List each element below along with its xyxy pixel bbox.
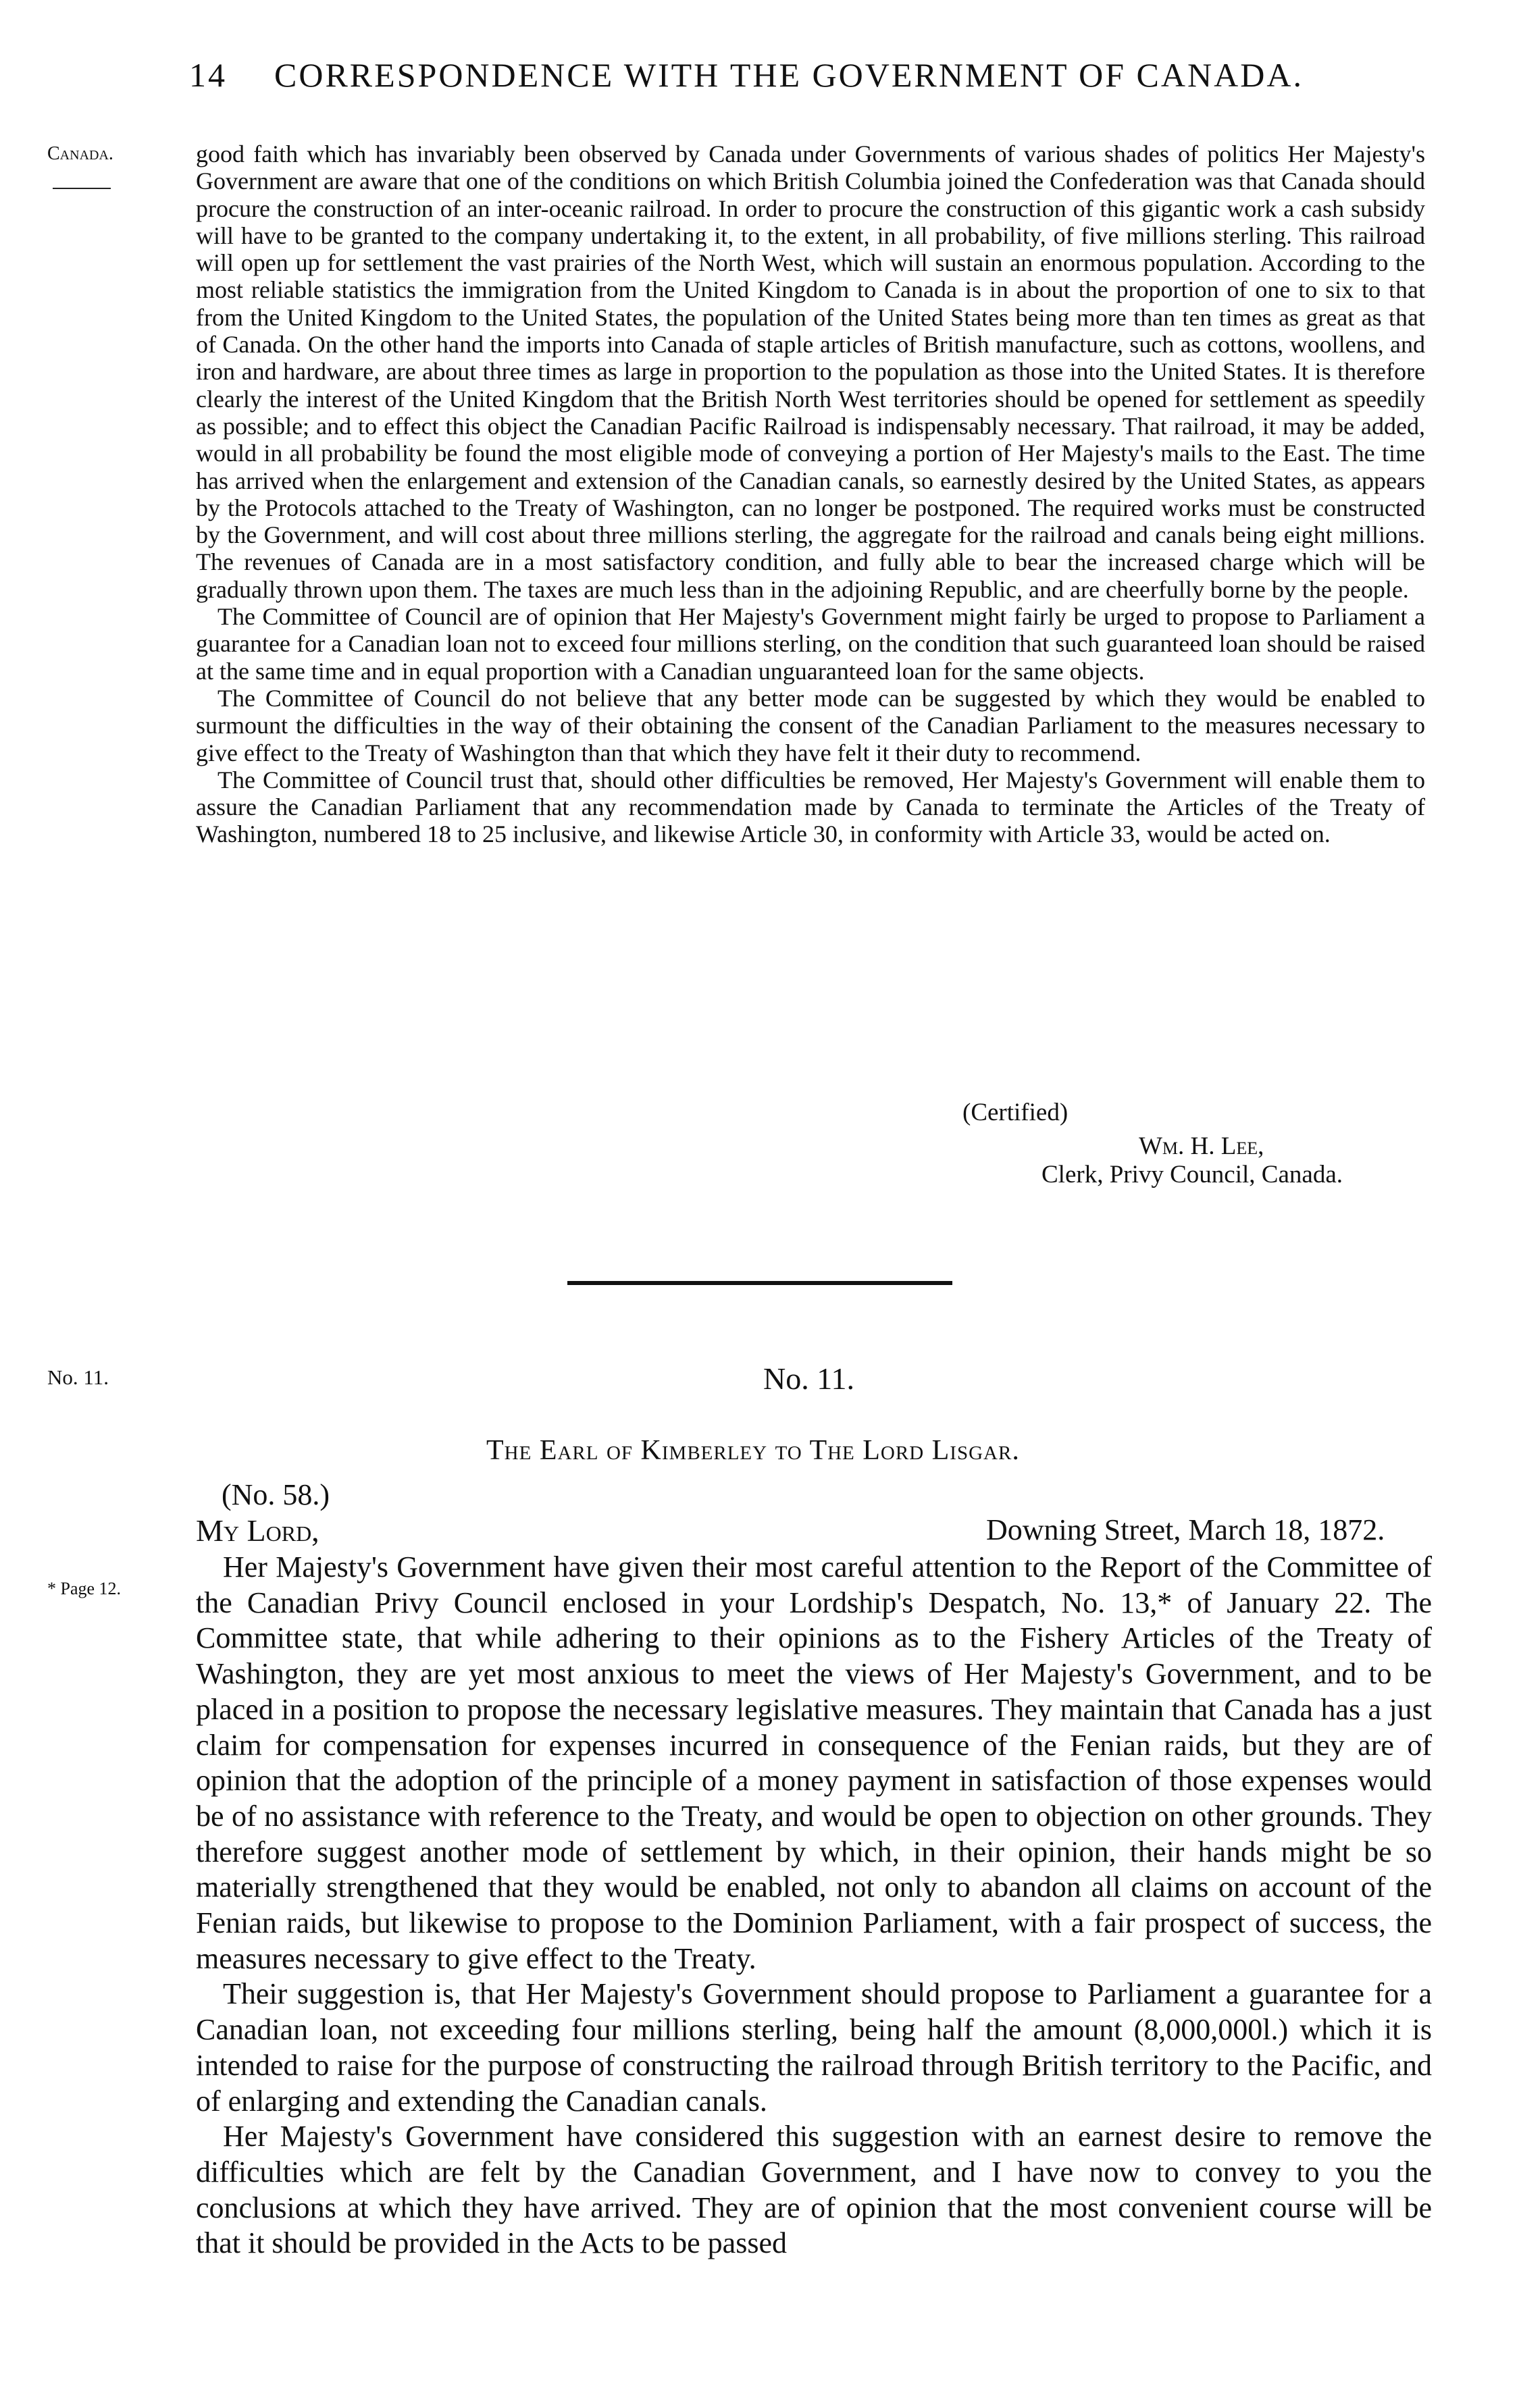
letter-title: The Earl of Kimberley to The Lord Lisgar. bbox=[486, 1435, 1020, 1466]
letter-body bbox=[196, 1550, 1432, 2261]
signatory-office: Clerk, Privy Council, Canada. bbox=[1042, 1161, 1343, 1188]
letter-paragraph: Her Majesty's Government have given their most careful attention to the Report of the Committee of the Canadian Privy Council enclosed in your Lordship's Despatch, No. 13,* of January 22. The Committee state, that while adhering to their opinions as to the Fishery Articles of the Treaty of Washington, they are yet most anxious to meet the views of Her Majesty's Government, and to be placed in a position to propose the necessary legislative measures. They maintain that Canada has a just claim for compensation for expenses incurred in consequence of the Fenian raids, but they are of opinion that the adoption of the principle of a money payment in satisfaction of those expenses would be of no assistance with reference to the Treaty, and would be open to objection on other grounds. They therefore suggest another mode of settlement by which, in their opinion, their hands might be so materially strengthened that they would be enabled, not only to abandon all claims on account of the Fenian raids, but likewise to propose to the Dominion Parliament, with a fair prospect of success, the measures necessary to give effect to the Treaty. bbox=[196, 1550, 1432, 1975]
running-head bbox=[189, 55, 1472, 95]
enclosure-paragraph: The Committee of Council are of opinion that Her Majesty's Government might fairly be urged to propose to Parliament a guarantee for a Canadian loan not to exceed four millions sterling, on the condition that such guaranteed loan should be raised at the same time and in equal proportion with a Canadian unguaranteed loan for the same objects. bbox=[196, 603, 1425, 685]
page-number: 14 bbox=[189, 56, 227, 94]
dateline: Downing Street, March 18, 1872. bbox=[986, 1513, 1385, 1546]
enclosure-paragraph: The Committee of Council trust that, should other difficulties be removed, Her Majesty's Government will enable them to assure the Canadian Parliament that any recommendation made by Canada to terminate the Articles of the Treaty of Washington, numbered 18 to 25 inclusive, and likewise Article 30, in conformity with Article 33, would be acted on. bbox=[196, 766, 1425, 848]
enclosure-text bbox=[196, 140, 1425, 848]
margin-page-ref: * Page 12. bbox=[47, 1579, 122, 1598]
salutation: My Lord, bbox=[196, 1513, 319, 1548]
section-divider bbox=[567, 1281, 952, 1285]
page-title: CORRESPONDENCE WITH THE GOVERNMENT OF CANADA. bbox=[274, 56, 1304, 94]
letter-paragraph: Her Majesty's Government have considered this suggestion with an earnest desire to remove the difficulties which are felt by the Canadian Government, and I have now to convey to you the conclusions at which they have arrived. They are of opinion that the most convenient course will be that it should be provided in the Acts to be passed bbox=[196, 2120, 1432, 2260]
signatory-name: Wm. H. Lee, bbox=[1139, 1132, 1264, 1160]
enclosure-paragraph: The Committee of Council do not believe that any better mode can be suggested by which they would be enabled to surmount the difficulties in the way of their obtaining the consent of the Canadian Parliament to the measures necessary to give effect to the Treaty of Washington than that which they have felt it their duty to recommend. bbox=[196, 684, 1425, 766]
margin-country: Canada. bbox=[47, 143, 113, 164]
letter-paragraph: Their suggestion is, that Her Majesty's Government should propose to Parliament a guarantee for a Canadian loan, not exceeding four millions sterling, being half the amount (8,000,000l.) which it is intended to raise for the purpose of constructing the railroad through British territory to the Pacific, and of enlarging and extending the Canadian canals. bbox=[196, 1977, 1432, 2118]
enclosure-paragraph: good faith which has invariably been observed by Canada under Governments of various shades of politics Her Majesty's Government are aware that one of the conditions on which British Columbia joined the Confederation was that Canada should procure the construction of an inter-oceanic railroad. In order to procure the construction of this gigantic work a cash subsidy will have to be granted to the company undertaking it, to the extent, in all probability, of five millions sterling. This railroad will open up for settlement the vast prairies of the North West, which will sustain an enormous population. According to the most reliable statistics the immigration from the United Kingdom to Canada is in about the proportion of one to six to that from the United Kingdom to the United States, the population of the United States being more than ten times as great as that of Canada. On the other hand the imports into Canada of staple articles of British manufacture, such as cottons, woollens, and iron and hardware, are about three times as large in proportion to the population as those into the United States. It is therefore clearly the interest of the United Kingdom that the British North West territories should be opened for settlement as speedily as possible; and to effect this object the Canadian Pacific Railroad is indispensably necessary. That railroad, it may be added, would in all probability be found the most eligible mode of conveying a portion of Her Majesty's mails to the East. The time has arrived when the enlargement and extension of the Canadian canals, so earnestly desired by the United States, as appears by the Protocols attached to the Treaty of Washington, can no longer be postponed. The required works must be constructed by the Government, and will cost about three millions sterling, the aggregate for the railroad and canals being eight millions. The revenues of Canada are in a most satisfactory condition, and fully able to bear the increased charge which will be gradually thrown upon them. The taxes are much less than in the adjoining Republic, and are cheerfully borne by the people. bbox=[196, 140, 1425, 603]
margin-doc-label: No. 11. bbox=[47, 1365, 109, 1389]
letter-number: No. 11. bbox=[763, 1361, 855, 1396]
despatch-reference: (No. 58.) bbox=[222, 1478, 330, 1511]
certified-note: (Certified) bbox=[962, 1099, 1069, 1126]
margin-rule bbox=[53, 188, 111, 189]
